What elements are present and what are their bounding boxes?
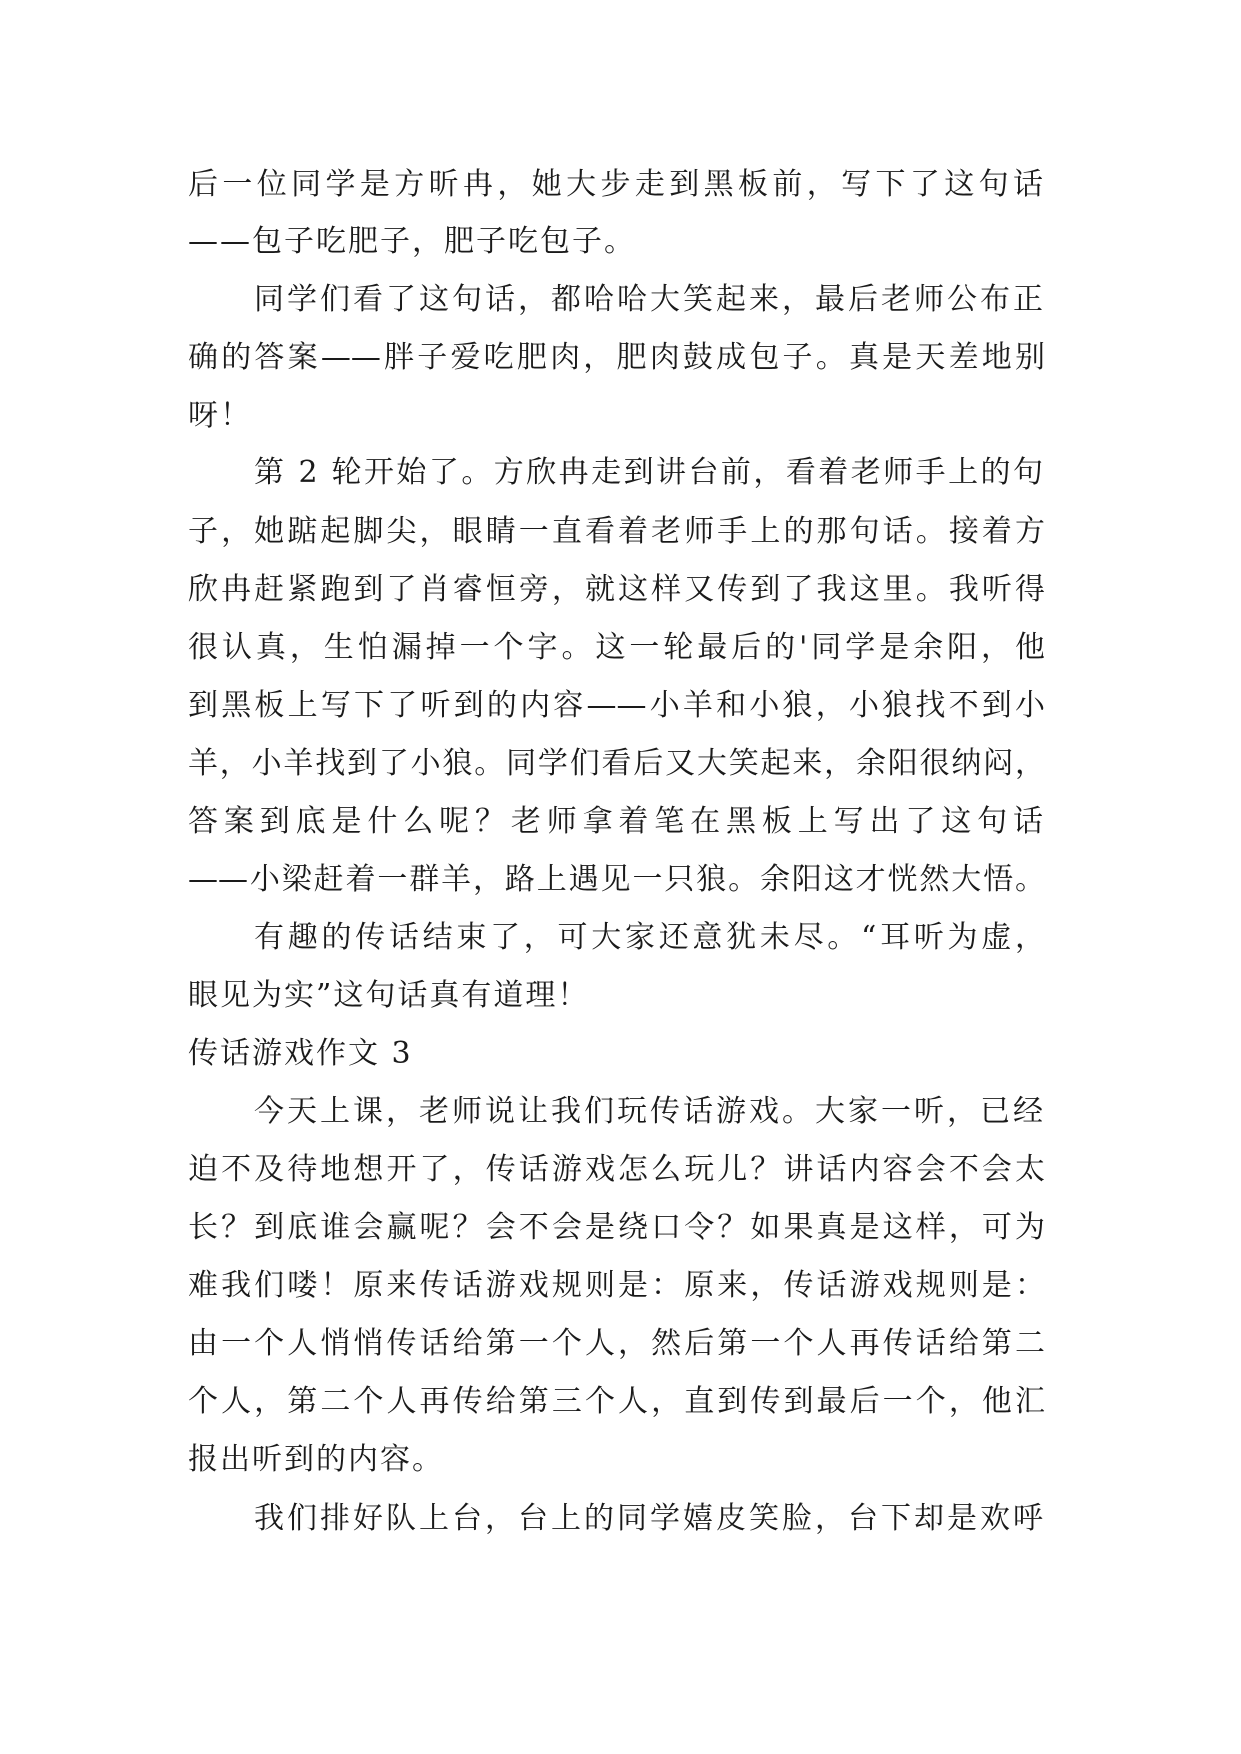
text-line-13: ——小梁赶着一群羊，路上遇见一只狼。余阳这才恍然大悟。: [188, 862, 1045, 897]
text-line-8: 欣冉赶紧跑到了肖睿恒旁，就这样又传到了我这里。我听得: [188, 572, 1045, 607]
text-line-12: 答案到底是什么呢？老师拿着笔在黑板上写出了这句话: [188, 804, 1045, 839]
text-line-10: 到黑板上写下了听到的内容——小羊和小狼，小狼找不到小: [188, 688, 1045, 723]
text-line-21: 由一个人悄悄传话给第一个人，然后第一个人再传话给第二: [188, 1326, 1045, 1361]
text-line-24: 我们排好队上台，台上的同学嬉皮笑脸，台下却是欢呼: [254, 1501, 1045, 1536]
text-line-5: 呀！: [188, 398, 252, 433]
text-line-1: 后一位同学是方昕冉，她大步走到黑板前，写下了这句话: [188, 167, 1045, 202]
text-line-2: ——包子吃肥子，肥子吃包子。: [188, 224, 636, 259]
text-line-19: 长？到底谁会赢呢？会不会是绕口令？如果真是这样，可为: [188, 1210, 1045, 1245]
text-line-22: 个人，第二个人再传给第三个人，直到传到最后一个，他汇: [188, 1384, 1045, 1419]
text-line-17: 今天上课，老师说让我们玩传话游戏。大家一听，已经: [254, 1094, 1045, 1129]
text-line-11: 羊，小羊找到了小狼。同学们看后又大笑起来，余阳很纳闷，: [188, 746, 1045, 781]
text-line-14: 有趣的传话结束了，可大家还意犹未尽。“耳听为虚，: [254, 920, 1045, 955]
text-line-6: 第 2 轮开始了。方欣冉走到讲台前，看着老师手上的句: [254, 455, 1045, 490]
text-line-18: 迫不及待地想开了，传话游戏怎么玩儿？讲话内容会不会太: [188, 1152, 1045, 1187]
text-line-7: 子，她踮起脚尖，眼睛一直看着老师手上的那句话。接着方: [188, 514, 1045, 549]
text-line-4: 确的答案——胖子爱吃肥肉，肥肉鼓成包子。真是天差地别: [188, 340, 1045, 375]
text-line-20: 难我们喽！原来传话游戏规则是：原来，传话游戏规则是：: [188, 1268, 1045, 1303]
text-line-3: 同学们看了这句话，都哈哈大笑起来，最后老师公布正: [254, 282, 1045, 317]
text-line-9: 很认真，生怕漏掉一个字。这一轮最后的'同学是余阳，他: [188, 630, 1045, 665]
text-line-15: 眼见为实”这句话真有道理！: [188, 978, 590, 1013]
section-heading: 传话游戏作文 3: [188, 1036, 413, 1071]
text-line-23: 报出听到的内容。: [188, 1442, 444, 1477]
